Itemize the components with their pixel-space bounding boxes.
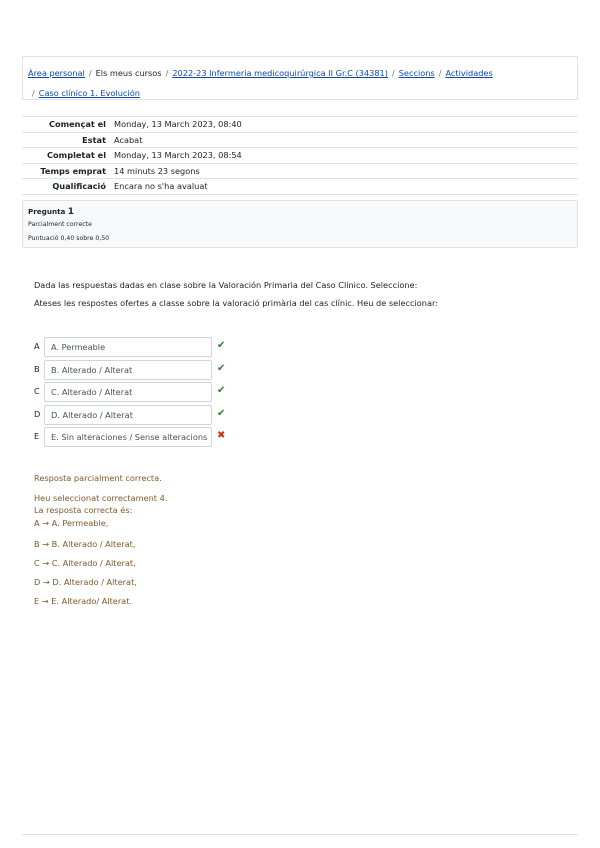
breadcrumb-separator: / xyxy=(32,88,35,98)
summary-label: Temps emprat xyxy=(22,163,110,179)
breadcrumb xyxy=(22,56,578,100)
summary-row xyxy=(22,132,578,148)
match-letter: E xyxy=(34,431,40,441)
check-icon: ✔ xyxy=(217,407,226,419)
check-icon: ✔ xyxy=(217,385,226,396)
feedback-answer: B → B. Alterado / Alterat, xyxy=(34,539,136,549)
summary-label: Qualificació xyxy=(22,179,110,195)
breadcrumb-sections-link[interactable]: Seccions xyxy=(398,68,435,78)
feedback-answer: D → D. Alterado / Alterat, xyxy=(34,577,137,587)
question-state: Parcialment correcte xyxy=(28,221,92,228)
summary-value: Acabat xyxy=(110,132,578,148)
question-text xyxy=(34,276,438,312)
match-select[interactable]: E. Sin alteraciones / Sense alteracions xyxy=(44,427,212,447)
summary-value: Monday, 13 March 2023, 08:40 xyxy=(110,117,578,133)
breadcrumb-home-link[interactable]: Àrea personal xyxy=(28,68,85,78)
summary-value: Encara no s'ha avaluat xyxy=(110,179,578,195)
match-select[interactable]: A. Permeable xyxy=(44,337,212,357)
breadcrumb-separator: / xyxy=(88,68,92,78)
summary-label: Completat el xyxy=(22,148,110,164)
question-grade: Puntuació 0,40 sobre 0,50 xyxy=(28,235,110,242)
summary-label: Estat xyxy=(22,132,110,148)
check-icon: ✔ xyxy=(217,362,226,374)
summary-row xyxy=(22,163,578,179)
feedback-answer: E → E. Alterado/ Alterat. xyxy=(34,596,133,606)
cross-icon: ✖ xyxy=(217,430,226,441)
question-number-value: 1 xyxy=(67,207,74,217)
attempt-summary-table xyxy=(22,116,578,195)
breadcrumb-separator: / xyxy=(438,68,442,78)
match-letter: B xyxy=(34,363,40,374)
feedback-answer: A → A. Permeable, xyxy=(34,518,109,528)
breadcrumb-courses: Els meus cursos xyxy=(95,68,162,78)
match-letter: D xyxy=(34,408,41,419)
match-select[interactable]: D. Alterado / Alterat xyxy=(44,405,212,425)
breadcrumb-separator: / xyxy=(165,68,169,78)
summary-row xyxy=(22,179,578,195)
breadcrumb-activities-link[interactable]: Actividades xyxy=(445,68,493,78)
match-letter: C xyxy=(34,386,40,396)
breadcrumb-separator: / xyxy=(391,68,395,78)
summary-label: Començat el xyxy=(22,117,110,133)
match-select[interactable]: B. Alterado / Alterat xyxy=(44,360,212,380)
match-select[interactable]: C. Alterado / Alterat xyxy=(44,382,212,402)
footer-divider xyxy=(22,834,578,835)
summary-row xyxy=(22,148,578,164)
question-info-box xyxy=(22,200,578,248)
feedback-partial: Resposta parcialment correcta. xyxy=(34,473,162,483)
summary-row xyxy=(22,117,578,133)
question-text-es: Dada las respuestas dadas en clase sobre la Valoración Primaria del Caso Clínico. Seleccione: xyxy=(34,280,418,290)
breadcrumb-course-link[interactable]: 2022-23 Infermeria medicoquirúrgica II Gr.C (34381) xyxy=(172,68,388,78)
feedback-correct-intro: La resposta correcta és: xyxy=(34,505,133,515)
feedback-answer: C → C. Alterado / Alterat, xyxy=(34,558,136,568)
question-text-ca: Ateses les respostes ofertes a classe sobre la valoració primària del cas clínic. Heu de seleccionar: xyxy=(34,298,438,308)
summary-value: 14 minuts 23 segons xyxy=(110,163,578,179)
match-letter: A xyxy=(34,341,40,351)
summary-value: Monday, 13 March 2023, 08:54 xyxy=(110,148,578,164)
check-icon: ✔ xyxy=(217,340,226,351)
question-feedback xyxy=(34,472,167,611)
question-label: Pregunta xyxy=(28,207,66,216)
feedback-selected: Heu seleccionat correctament 4. xyxy=(34,493,168,503)
breadcrumb-quiz-link[interactable]: Caso clínico 1. Evolución xyxy=(38,88,140,98)
question-number xyxy=(28,206,572,218)
